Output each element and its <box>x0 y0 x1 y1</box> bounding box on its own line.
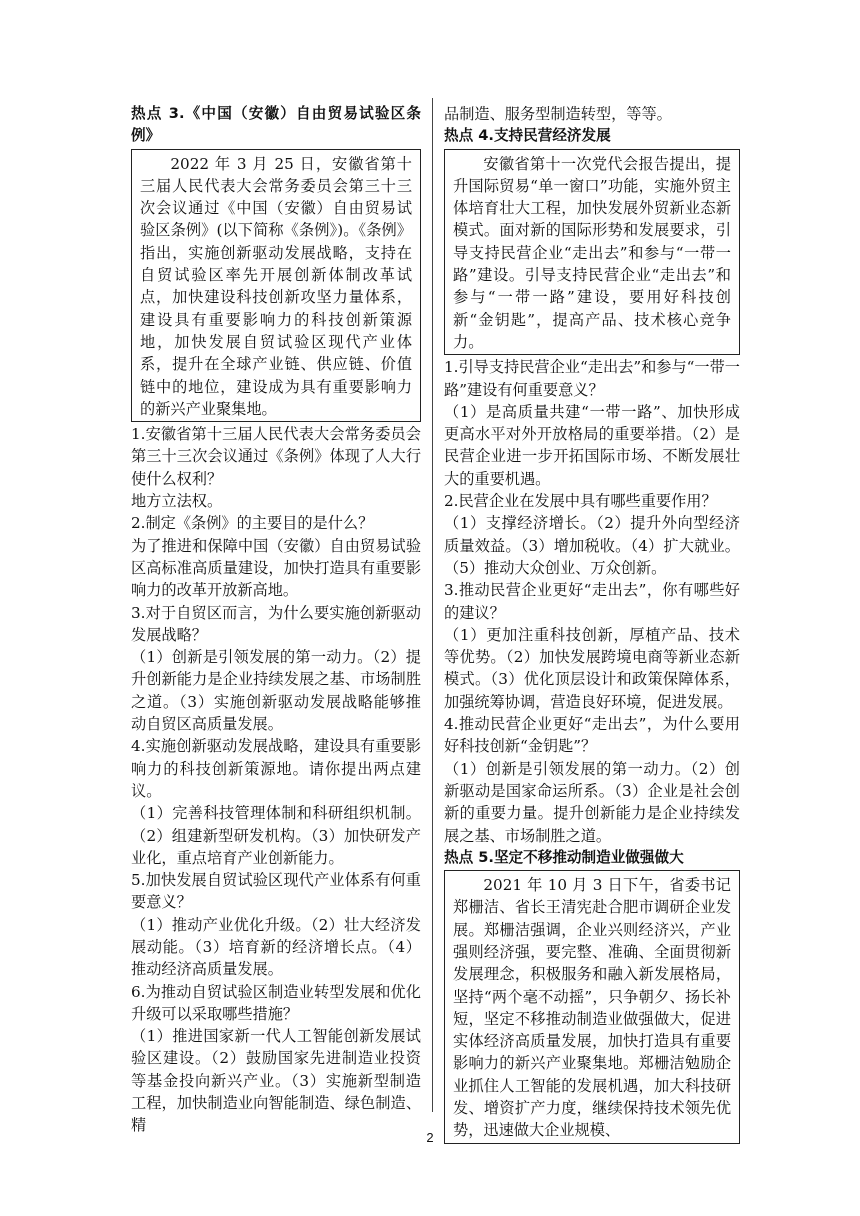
answer-6-continuation: 品制造、服务型制造转型，等等。 <box>444 105 672 123</box>
question-4: 4.实施创新驱动发展战略，建设具有重要影响力的科技创新策源地。请你提出两点建议。 <box>131 737 421 800</box>
hotspot-4-question-3: 3.推动民营企业更好“走出去”，你有哪些好的建议？ <box>444 581 740 622</box>
question-6: 6.为推动自贸试验区制造业转型发展和优化升级可以采取哪些措施？ <box>131 982 421 1023</box>
hotspot-4-heading: 热点 4.支持民营经济发展 <box>444 127 611 145</box>
hotspot-3-heading: 热点 3.《中国（安徽）自由贸易试验区条例》 <box>131 105 421 145</box>
question-3: 3.对于自贸区而言，为什么要实施创新驱动发展战略？ <box>131 603 421 644</box>
hotspot-3-material-text: 2022 年 3 月 25 日，安徽省第十三届人民代表大会常务委员会第三十三次会议通过《中国（安徽）自由贸易试验区条例》(以下简称《条例》)。《条例》指出，实施创新驱动发展战略，支持在自贸试验区率先开展创新体制改革试点，加快建设科技创新攻坚力量体系，建设具有重要影响力的科技创新策源地，加快发展自贸试验区现代产业体系，提升在全球产业链、供应链、价值链中的地位，建设成为具有重要影响力的新兴产业聚集地。 <box>140 154 412 418</box>
column-divider <box>432 98 433 1112</box>
hotspot-4-question-4: 4.推动民营企业更好“走出去”，为什么要用好科技创新“金钥匙”？ <box>444 715 740 756</box>
left-column <box>131 103 421 1137</box>
hotspot-4-material-text: 安徽省第十一次党代会报告提出，提升国际贸易“单一窗口”功能，实施外贸主体培育壮大工程，加快发展外贸新业态新模式。面对新的国际形势和发展要求，引导支持民营企业“走出去”和参与“一带一路”建设。引导支持民营企业“走出去”和参与“一带一路”建设，要用好科技创新“金钥匙”，提高产品、技术核心竞争力。 <box>453 154 731 351</box>
answer-2: 为了推进和保障中国（安徽）自由贸易试验区高标准高质量建设，加快打造具有重要影响力的改革开放新高地。 <box>131 536 421 600</box>
question-2: 2.制定《条例》的主要目的是什么？ <box>131 514 374 533</box>
answer-1: 地方立法权。 <box>131 492 223 511</box>
answer-4: （1）完善科技管理体制和科研组织机制。（2）组建新型研发机构。（3）加快研发产业化，重点培育产业创新能力。 <box>131 804 421 867</box>
hotspot-4-question-1: 1.引导支持民营企业“走出去”和参与“一带一路”建设有何重要意义？ <box>444 358 740 399</box>
question-1: 1.安徽省第十三届人民代表大会常务委员会第三十三次会议通过《条例》体现了人大行使什么权利？ <box>131 425 421 488</box>
right-column <box>444 103 740 1145</box>
question-5: 5.加快发展自贸试验区现代产业体系有何重要意义？ <box>131 871 421 912</box>
page-number: 2 <box>426 1130 434 1145</box>
hotspot-5-material-text: 2021 年 10 月 3 日下午，省委书记郑栅洁、省长王清宪赴合肥市调研企业发展。郑栅洁强调，企业兴则经济兴，产业强则经济强，要完整、准确、全面贯彻新发展理念，积极服务和融入新发展格局，坚持“两个毫不动摇”，只争朝夕、扬长补短，坚定不移推动制造业做强做大，促进实体经济高质量发展，加快打造具有重要影响力的新兴产业聚集地。郑栅洁勉励企业抓住人工智能的发展机遇，加大科技研发、增资扩产力度，继续保持技术领先优势，迅速做大企业规模、 <box>453 876 731 1140</box>
answer-5: （1）推动产业优化升级。（2）壮大经济发展动能。（3）培育新的经济增长点。（4）推动经济高质量发展。 <box>131 915 421 979</box>
hotspot-4-material-box <box>444 149 740 356</box>
hotspot-4-answer-4: （1）创新是引领发展的第一动力。（2）创新驱动是国家命运所系。（3）企业是社会创新的重要力量。提升创新能力是企业持续发展之基、市场制胜之道。 <box>444 759 740 845</box>
answer-3: （1）创新是引领发展的第一动力。（2）提升创新能力是企业持续发展之基、市场制胜之道。（3）实施创新驱动发展战略能够推动自贸区高质量发展。 <box>131 648 421 734</box>
hotspot-4-answer-1: （1）是高质量共建“一带一路”、加快形成更高水平对外开放格局的重要举措。（2）是民营企业进一步开拓国际市场、不断发展壮大的重要机遇。 <box>444 402 740 488</box>
hotspot-3-material-box <box>131 149 421 423</box>
hotspot-4-answer-2: （1）支撑经济增长。（2）提升外向型经济质量效益。（3）增加税收。（4）扩大就业。（5）推动大众创业、万众创新。 <box>444 514 740 577</box>
hotspot-5-heading: 热点 5.坚定不移推动制造业做强做大 <box>444 848 684 866</box>
hotspot-4-answer-3: （1）更加注重科技创新，厚植产品、技术等优势。（2）加快发展跨境电商等新业态新模式。（3）优化顶层设计和政策保障体系，加强统筹协调，营造良好环境，促进发展。 <box>444 625 740 711</box>
answer-6: （1）推进国家新一代人工智能创新发展试验区建设。（2）鼓励国家先进制造业投资等基金投向新兴产业。（3）实施新型制造工程，加快制造业向智能制造、绿色制造、精 <box>131 1027 421 1135</box>
hotspot-5-material-box <box>444 870 740 1144</box>
hotspot-4-question-2: 2.民营企业在发展中具有哪些重要作用？ <box>444 492 717 511</box>
